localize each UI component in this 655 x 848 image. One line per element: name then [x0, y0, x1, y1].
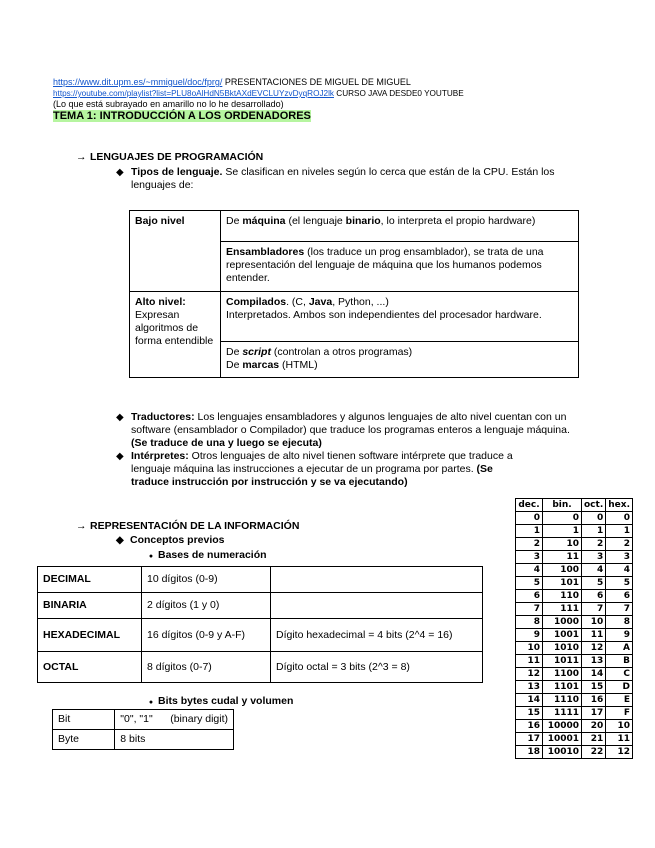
table-cell: B: [606, 655, 633, 668]
table-cell: 15: [516, 707, 543, 720]
table-cell: E: [606, 694, 633, 707]
table-cell: 11: [606, 733, 633, 746]
table-cell: 1001: [543, 629, 582, 642]
table-row: [516, 577, 633, 590]
table-row: BINARIA 2 dígitos (1 y 0): [38, 593, 483, 619]
table-cell: 5: [606, 577, 633, 590]
table-cell: 16: [516, 720, 543, 733]
table-cell: 13: [582, 655, 606, 668]
table-header-row: dec. bin. oct. hex.: [516, 499, 633, 512]
table-cell: 15: [582, 681, 606, 694]
section2-heading: [76, 520, 299, 533]
table-row: [516, 525, 633, 538]
conversion-table: [515, 498, 633, 759]
table-cell: 0: [582, 512, 606, 525]
table-cell: 1011: [543, 655, 582, 668]
bits-heading: ● Bits bytes cudal y volumen: [144, 695, 293, 709]
table-cell: 6: [606, 590, 633, 603]
language-levels-table: [129, 210, 579, 378]
table-cell: 101: [543, 577, 582, 590]
table-cell: 13: [516, 681, 543, 694]
table-row: [516, 681, 633, 694]
bullet-icon: ●: [148, 553, 154, 560]
diamond-icon: ◆: [116, 535, 124, 546]
table-cell: 11: [516, 655, 543, 668]
table-cell: 12: [516, 668, 543, 681]
table-cell: 20: [582, 720, 606, 733]
table-cell: 14: [582, 668, 606, 681]
alto-nivel-desc: Expresan algoritmos de forma entendible: [135, 309, 214, 347]
table-cell: 2: [582, 538, 606, 551]
table-cell: 110: [543, 590, 582, 603]
table-cell: D: [606, 681, 633, 694]
table-cell: 1: [516, 525, 543, 538]
youtube-playlist-link[interactable]: https://youtube.com/playlist?list=PLU8oAlHdN5BktAXdEVCLUYzvDyqROJ2lk: [53, 89, 334, 98]
maquina-cell: De máquina (el lenguaje binario, lo interpreta el propio hardware): [221, 211, 579, 242]
conceptos-previos: ◆ Conceptos previos: [116, 534, 225, 546]
table-cell: 5: [516, 577, 543, 590]
table-cell: 6: [516, 590, 543, 603]
header-links: [53, 77, 613, 123]
traductores-paragraph: ◆ Traductores: Los lenguajes ensambladores y algunos lenguajes de alto nivel cuentan con un software (ensamblador o Compilador) que traduce los programas enteros a lenguaje máquina. (Se traduce de una y luego se ejecuta): [116, 411, 570, 449]
table-cell: 1101: [543, 681, 582, 694]
table-row: [516, 746, 633, 759]
alto-nivel-label: Alto nivel:: [135, 296, 186, 308]
table-row: [516, 720, 633, 733]
table-row: [516, 564, 633, 577]
table-cell: 11: [543, 551, 582, 564]
table-row: [516, 668, 633, 681]
table-cell: F: [606, 707, 633, 720]
bases-table: [37, 566, 483, 683]
table-cell: C: [606, 668, 633, 681]
table-cell: 12: [582, 642, 606, 655]
table-cell: 10: [606, 720, 633, 733]
table-cell: 14: [516, 694, 543, 707]
table-cell: 7: [516, 603, 543, 616]
interpretes-paragraph: ◆ Intérpretes: Otros lenguajes de alto nivel tienen software intérprete que traduce a lenguaje máquina las instrucciones a ejecutar de un programa por partes. (Se traduce instrucción por instrucción y se va ejecutando): [116, 450, 513, 488]
ensambladores-cell: Ensambladores (los traduce un prog ensamblador), se trata de una representación del lenguaje de máquina que los humanos podemos entender.: [221, 242, 579, 292]
table-row: OCTAL 8 dígitos (0-7) Dígito octal = 3 bits (2^3 = 8): [38, 652, 483, 683]
table-cell: 1: [606, 525, 633, 538]
table-cell: 10010: [543, 746, 582, 759]
table-row: [516, 551, 633, 564]
table-cell: 1110: [543, 694, 582, 707]
tipos-paragraph: [116, 166, 586, 192]
table-row: [516, 538, 633, 551]
table-cell: 10001: [543, 733, 582, 746]
script-cell: De script (controlan a otros programas) De marcas (HTML): [221, 342, 579, 378]
arrow-icon: →: [76, 151, 87, 163]
table-cell: 1: [582, 525, 606, 538]
table-row: [516, 629, 633, 642]
table-cell: 9: [516, 629, 543, 642]
section1-heading-text: LENGUAJES DE PROGRAMACIÓN: [90, 151, 264, 163]
link1-label: PRESENTACIONES DE MIGUEL DE MIGUEL: [222, 77, 411, 87]
table-cell: 5: [582, 577, 606, 590]
table-cell: 16: [582, 694, 606, 707]
presentaciones-link[interactable]: https://www.dit.upm.es/~mmiguel/doc/fprg/: [53, 77, 223, 87]
table-cell: 12: [606, 746, 633, 759]
link2-label: CURSO JAVA DESDE0 YOUTUBE: [334, 89, 464, 98]
table-row: Byte 8 bits: [53, 730, 234, 750]
table-cell: 10000: [543, 720, 582, 733]
table-cell: 1000: [543, 616, 582, 629]
table-cell: 18: [516, 746, 543, 759]
table-cell: 0: [516, 512, 543, 525]
link-line-1: [53, 77, 613, 88]
table-cell: 0: [543, 512, 582, 525]
table-cell: 1111: [543, 707, 582, 720]
table-row: [516, 707, 633, 720]
diamond-icon: ◆: [116, 412, 124, 423]
bits-table: [52, 709, 234, 750]
table-row: HEXADECIMAL 16 dígitos (0-9 y A-F) Dígito hexadecimal = 4 bits (2^4 = 16): [38, 619, 483, 652]
table-cell: 100: [543, 564, 582, 577]
table-cell: 8: [606, 616, 633, 629]
table-row: [516, 616, 633, 629]
table-cell: 3: [606, 551, 633, 564]
note-text: (Lo que está subrayado en amarillo no lo he desarrollado): [53, 99, 284, 109]
table-cell: 7: [606, 603, 633, 616]
table-row: [516, 642, 633, 655]
table-cell: 2: [606, 538, 633, 551]
table-cell: 9: [606, 629, 633, 642]
table-cell: 1010: [543, 642, 582, 655]
table-row: Bit "0", "1" (binary digit): [53, 710, 234, 730]
table-row: [516, 733, 633, 746]
tipos-text: Se clasifican en niveles según lo cerca que están de la CPU. Están los lenguajes de:: [131, 166, 555, 191]
table-cell: 3: [582, 551, 606, 564]
section1-heading: [76, 151, 263, 164]
link-line-2: [53, 88, 613, 99]
bullet-icon: ●: [148, 699, 154, 706]
bases-heading: ● Bases de numeración: [144, 549, 267, 563]
table-row: [516, 603, 633, 616]
table-row: [516, 512, 633, 525]
section2-heading-text: REPRESENTACIÓN DE LA INFORMACIÓN: [90, 520, 300, 532]
table-cell: 1: [543, 525, 582, 538]
table-cell: 22: [582, 746, 606, 759]
table-cell: 17: [582, 707, 606, 720]
bajo-nivel-label: Bajo nivel: [135, 215, 185, 227]
table-cell: 0: [606, 512, 633, 525]
tipos-bold: Tipos de lenguaje.: [131, 166, 223, 178]
table-row: [516, 655, 633, 668]
table-row: [516, 694, 633, 707]
table-cell: 10: [543, 538, 582, 551]
table-row: [516, 590, 633, 603]
compilados-cell: Compilados. (C, Java, Python, ...) Interpretados. Ambos son independientes del procesador hardware.: [221, 292, 579, 342]
page-title: TEMA 1: INTRODUCCIÓN A LOS ORDENADORES: [53, 110, 311, 122]
diamond-icon: ◆: [116, 451, 124, 462]
table-cell: 4: [516, 564, 543, 577]
table-cell: 4: [582, 564, 606, 577]
table-cell: 111: [543, 603, 582, 616]
table-cell: 6: [582, 590, 606, 603]
table-cell: 1100: [543, 668, 582, 681]
table-cell: 10: [582, 616, 606, 629]
table-cell: 8: [516, 616, 543, 629]
table-cell: 7: [582, 603, 606, 616]
table-cell: A: [606, 642, 633, 655]
table-cell: 17: [516, 733, 543, 746]
table-cell: 10: [516, 642, 543, 655]
table-cell: 21: [582, 733, 606, 746]
table-cell: 2: [516, 538, 543, 551]
bajo-nivel-cell: [130, 211, 221, 292]
table-row: DECIMAL 10 dígitos (0-9): [38, 567, 483, 593]
diamond-icon: ◆: [116, 167, 124, 178]
alto-nivel-cell: [130, 292, 221, 378]
table-cell: 3: [516, 551, 543, 564]
table-cell: 4: [606, 564, 633, 577]
arrow-icon: →: [76, 520, 87, 532]
table-cell: 11: [582, 629, 606, 642]
